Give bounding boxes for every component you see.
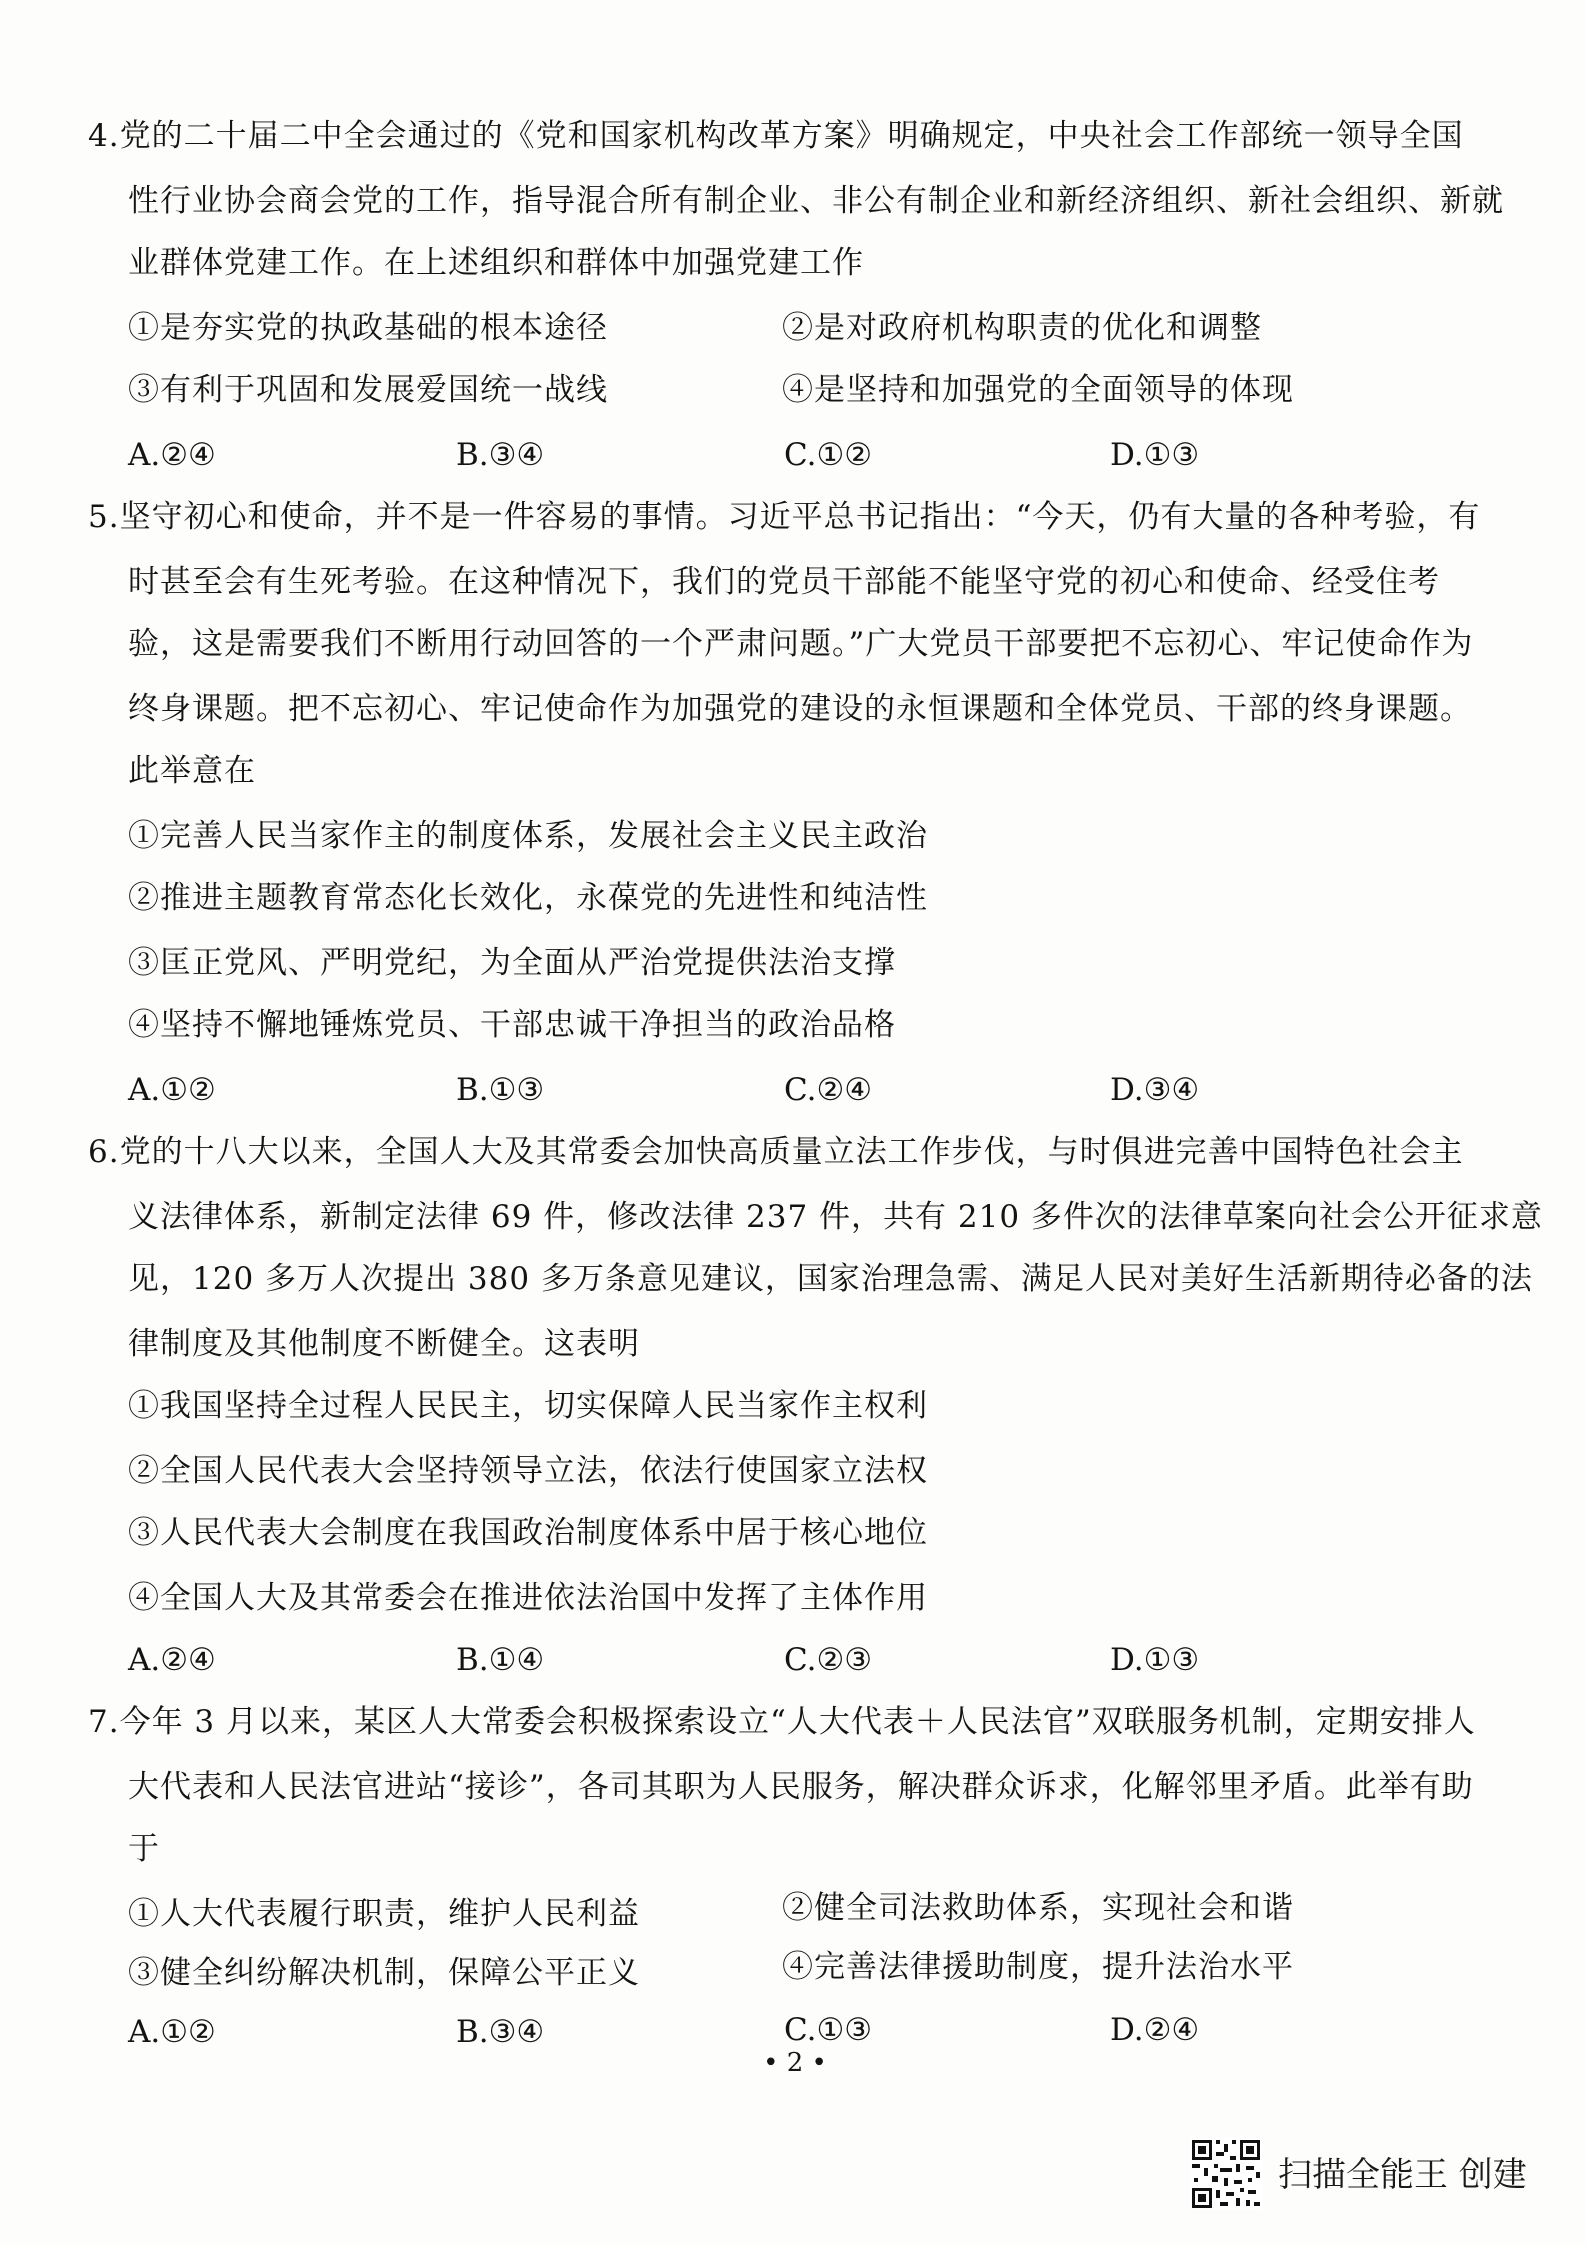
question-stem-line: 验，这是需要我们不断用行动回答的一个严肃问题。”广大党员干部要把不忘初心、牢记使命作为 [128,626,1474,662]
answer-choice-c: C.②④ [784,1072,873,1108]
question-option: ②推进主题教育常态化长效化，永葆党的先进性和纯洁性 [128,880,928,916]
question-option: ③有利于巩固和发展爱国统一战线 [128,372,608,408]
answer-choice-c: C.①② [784,437,873,473]
question-option: ①人大代表履行职责，维护人民利益 [128,1896,640,1932]
question-option: ①我国坚持全过程人民民主，切实保障人民当家作主权利 [128,1388,928,1424]
question-stem-line: 终身课题。把不忘初心、牢记使命作为加强党的建设的永恒课题和全体党员、干部的终身课题。 [128,691,1472,727]
question-stem-line: 7.今年 3 月以来，某区人大常委会积极探索设立“人大代表＋人民法官”双联服务机制，定期安排人 [88,1704,1476,1740]
question-stem-line: 性行业协会商会党的工作，指导混合所有制企业、非公有制企业和新经济组织、新社会组织、新就 [128,183,1504,219]
question-stem-line: 时甚至会有生死考验。在这种情况下，我们的党员干部能不能坚守党的初心和使命、经受住考 [128,564,1440,600]
question-option: ②全国人民代表大会坚持领导立法，依法行使国家立法权 [128,1453,928,1489]
answer-choice-b: B.①③ [456,1072,545,1108]
question-option: ④是坚持和加强党的全面领导的体现 [782,372,1294,408]
question-option: ②健全司法救助体系，实现社会和谐 [782,1890,1294,1926]
answer-choice-a: A.②④ [128,437,216,473]
page-number: • 2 • [763,2048,827,2078]
question-option: ④完善法律援助制度，提升法治水平 [782,1949,1294,1985]
question-option: ①完善人民当家作主的制度体系，发展社会主义民主政治 [128,818,928,854]
question-stem-line: 义法律体系，新制定法律 69 件，修改法律 237 件，共有 210 多件次的法律草案向社会公开征求意 [128,1199,1543,1235]
answer-choice-d: D.①③ [1110,437,1200,473]
question-stem-line: 律制度及其他制度不断健全。这表明 [128,1326,640,1362]
scanner-watermark [1190,2138,1550,2214]
question-option: ①是夯实党的执政基础的根本途径 [128,310,608,346]
answer-choice-c: C.①③ [784,2012,873,2048]
question-option: ④坚持不懈地锤炼党员、干部忠诚干净担当的政治品格 [128,1007,896,1043]
qr-code-icon [1190,2138,1262,2210]
question-option: ②是对政府机构职责的优化和调整 [782,310,1262,346]
scanner-label: 扫描全能王 创建 [1278,2155,1527,2195]
question-stem-line: 4.党的二十届二中全会通过的《党和国家机构改革方案》明确规定，中央社会工作部统一领导全国 [88,118,1464,154]
question-stem-line: 见，120 多万人次提出 380 多万条意见建议，国家治理急需、满足人民对美好生活新期待必备的法 [128,1261,1533,1297]
question-stem-line: 5.坚守初心和使命，并不是一件容易的事情。习近平总书记指出：“今天，仍有大量的各种考验，有 [88,499,1481,535]
answer-choice-b: B.③④ [456,437,545,473]
question-option: ③人民代表大会制度在我国政治制度体系中居于核心地位 [128,1515,928,1551]
answer-choice-b: B.③④ [456,2014,545,2050]
question-stem-line: 于 [128,1831,160,1867]
answer-choice-d: D.②④ [1110,2012,1200,2048]
answer-choice-b: B.①④ [456,1642,545,1678]
question-stem-line: 6.党的十八大以来，全国人大及其常委会加快高质量立法工作步伐，与时俱进完善中国特色社会主 [88,1134,1464,1170]
answer-choice-a: A.①② [128,2014,216,2050]
question-stem-line: 大代表和人民法官进站“接诊”，各司其职为人民服务，解决群众诉求，化解邻里矛盾。此举有助 [128,1769,1474,1805]
question-option: ③匡正党风、严明党纪，为全面从严治党提供法治支撑 [128,945,896,981]
question-option: ③健全纠纷解决机制，保障公平正义 [128,1955,640,1991]
answer-choice-d: D.③④ [1110,1072,1200,1108]
answer-choice-d: D.①③ [1110,1642,1200,1678]
answer-choice-c: C.②③ [784,1642,873,1678]
question-stem-line: 业群体党建工作。在上述组织和群体中加强党建工作 [128,245,864,281]
question-option: ④全国人大及其常委会在推进依法治国中发挥了主体作用 [128,1580,928,1616]
answer-choice-a: A.①② [128,1072,216,1108]
answer-choice-a: A.②④ [128,1642,216,1678]
question-stem-line: 此举意在 [128,753,256,789]
